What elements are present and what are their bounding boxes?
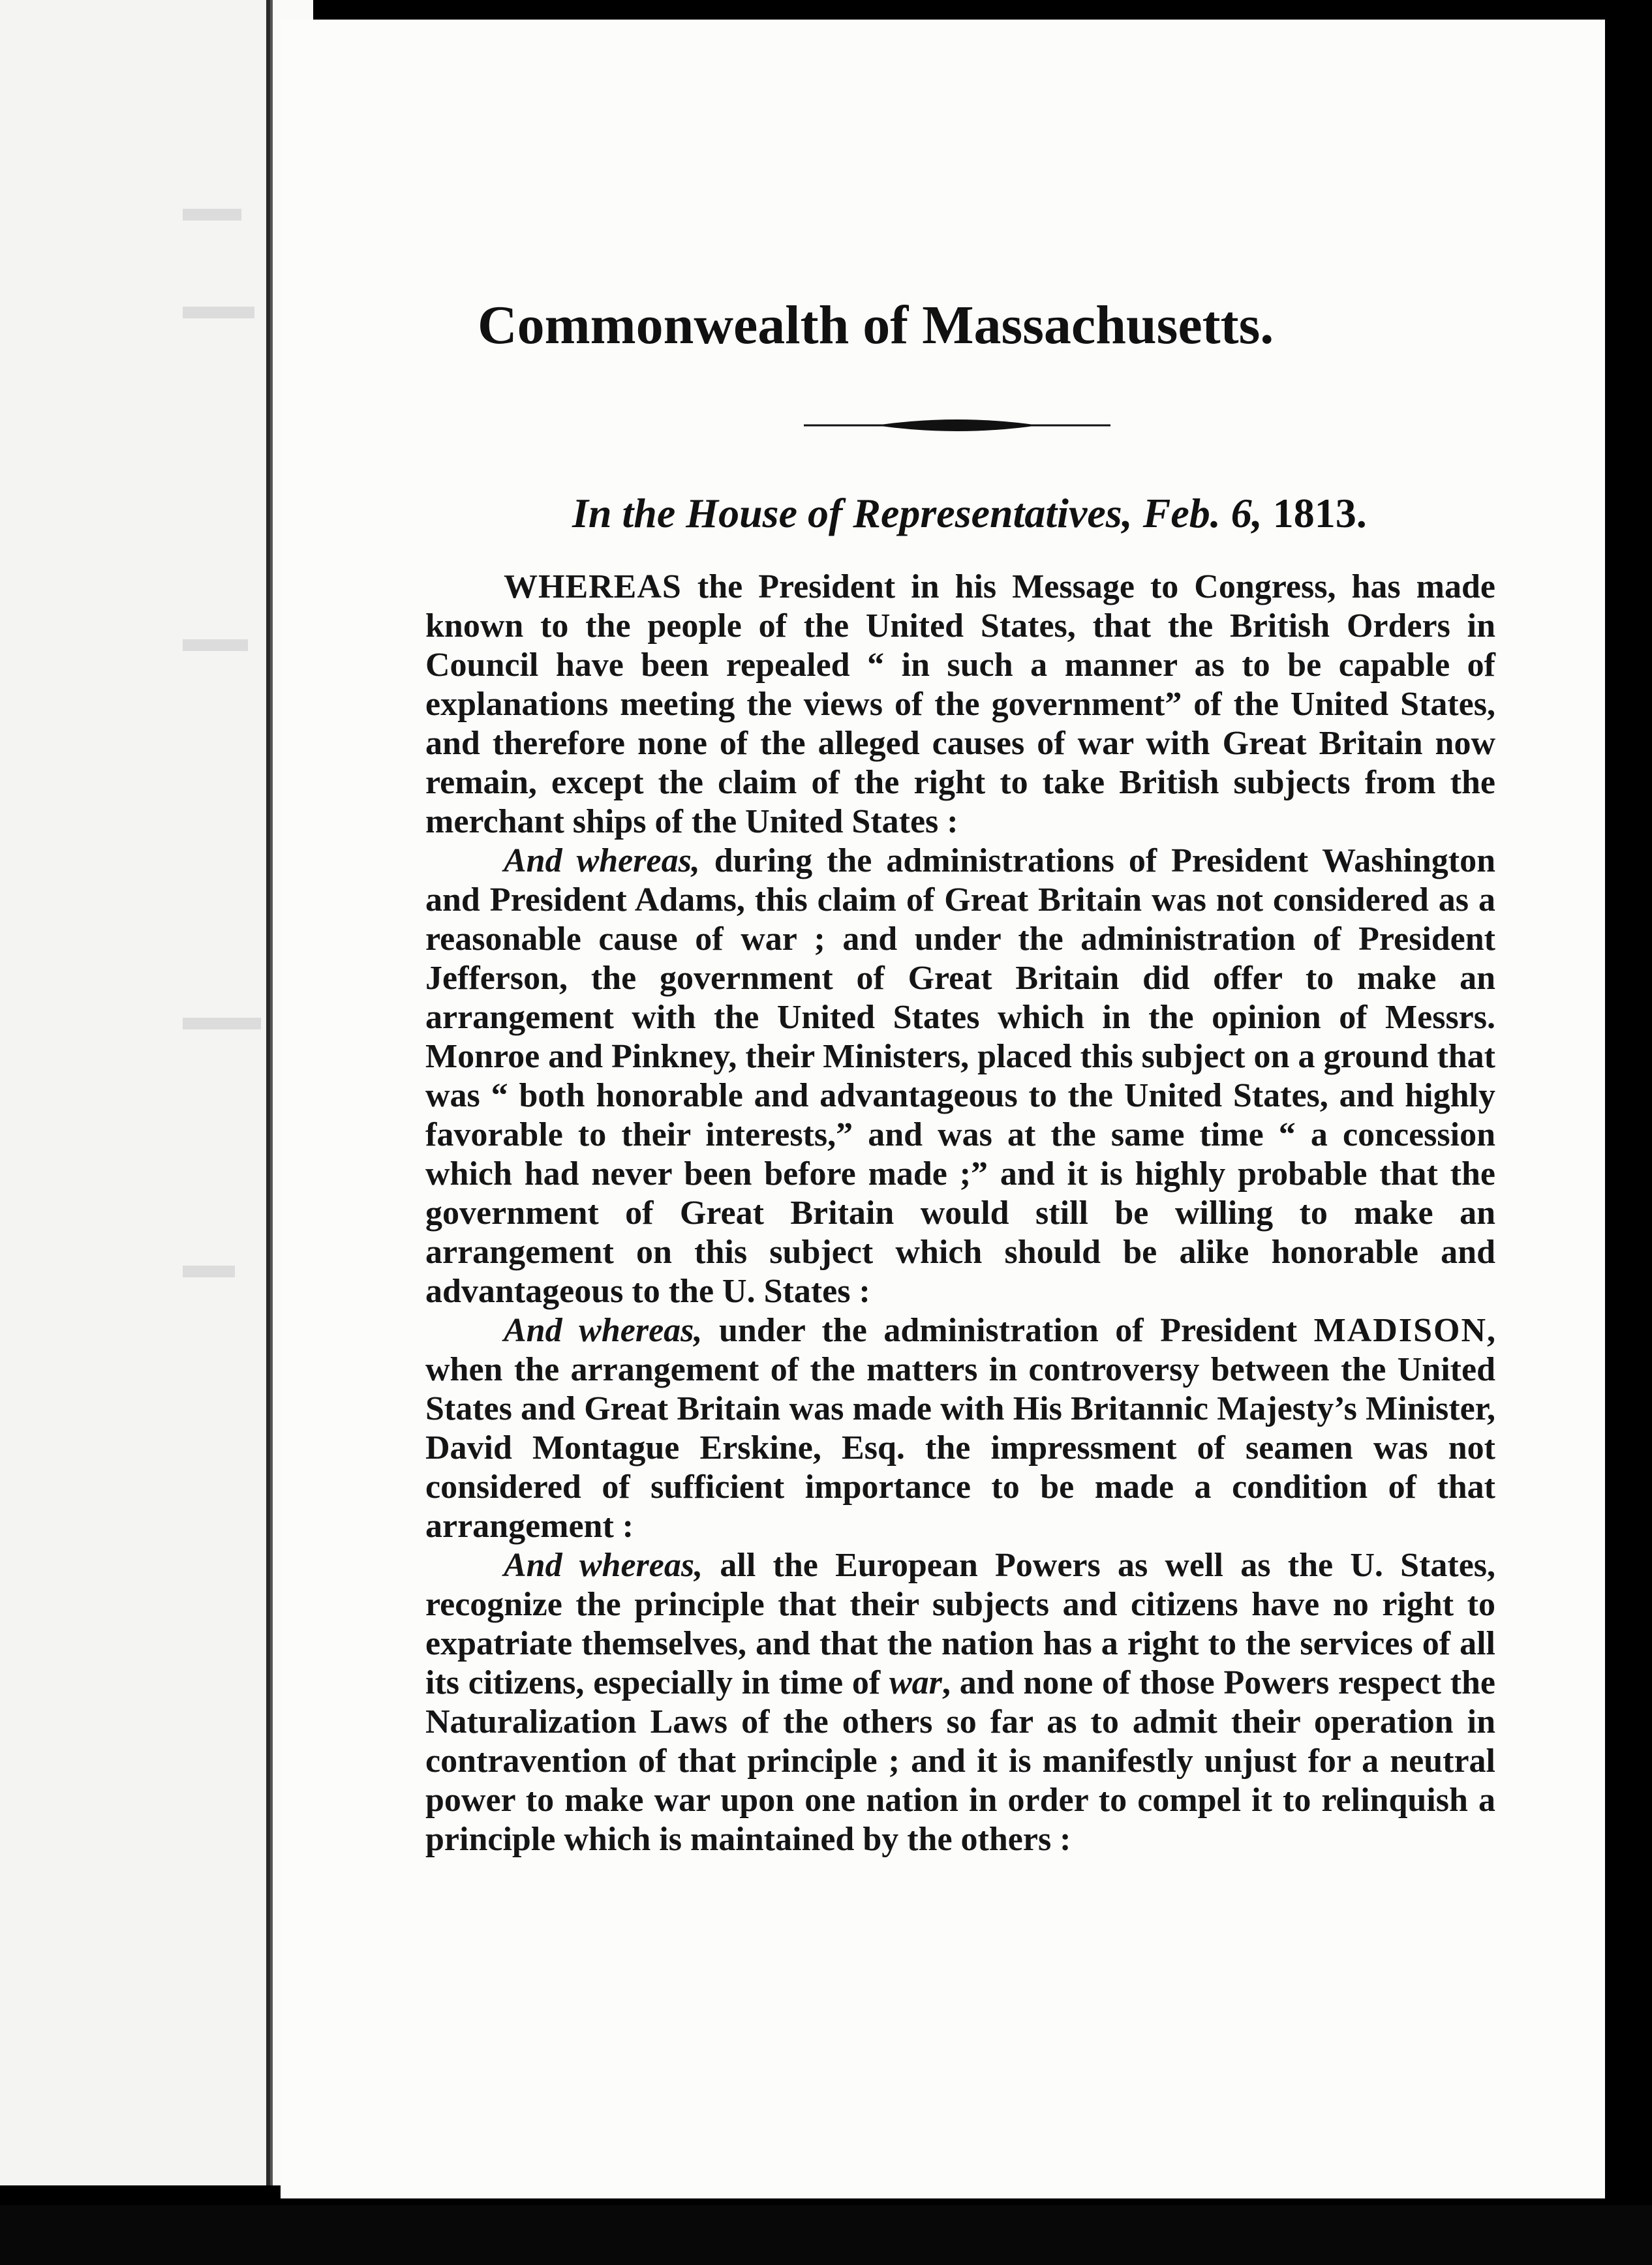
scan-border [0, 2205, 1652, 2265]
paragraph-lead: And whereas, [504, 842, 700, 879]
document-title: Commonwealth of Massachusetts. [478, 295, 1274, 356]
dateline-year: 1813. [1272, 490, 1367, 536]
paragraph-2 [425, 842, 1495, 1311]
bleed-through-mark [183, 209, 241, 220]
paragraph-text: under the administration of President [702, 1312, 1314, 1349]
paragraph-lead: WHEREAS [504, 568, 682, 605]
paragraph-text: the President in his Message to Congress, has made known to the people of the United States, that the British Orders in Council have been repealed “ in such a manner as to be capable of explanations meeting the views of the government” of the United States, and therefore none of the alleged causes of war with Great Britain now remain, except the claim of the right to take British subjects from the merchant ships of the United States : [425, 568, 1495, 840]
bleed-through-mark [183, 307, 254, 318]
left-facing-page [0, 0, 270, 2185]
dateline-text: In the House of Representatives, Feb. 6, [572, 490, 1262, 536]
document-page [281, 20, 1605, 2198]
paragraph-lead: And whereas, [504, 1312, 703, 1349]
paragraph-text: during the administrations of President Washington and President Adams, this claim of Great Britain was not considered as a reasonable cause of war ; and under the administration of President Jefferson, the government of Great Britain did offer to make an arrangement with the United States which in the opinion of Messrs. Monroe and Pinkney, their Ministers, placed this subject on a ground that was “ both honorable and advantageous to the United States, and highly favorable to their interests,” and was at the same time “ a concession which had never been before made ;” and it is highly probable that the government of Great Britain would still be willing to make an arrangement on this subject which should be alike honorable and advantageous to the U. States : [425, 842, 1495, 1310]
president-name: MADISON [1313, 1312, 1487, 1349]
paragraph-text: , and none of those Powers respect the Naturalization Laws of the others so far as to admit their operation in contravention of that principle ; and it is manifestly unjust for a neutral power to make war upon one nation in order to compel it to relinquish a principle which is maintained by the others : [425, 1664, 1495, 1858]
bleed-through-mark [183, 639, 248, 651]
paragraph-lead: And whereas, [504, 1547, 703, 1584]
paragraph-text: all the European Powers as well as the U. States, recognize the principle that their subjects and citizens have no right to expatriate themselves, and that the nation has a right to the services of all its citizens, especially in time of [425, 1547, 1496, 1701]
paragraph-text: , when the arrangement of the matters in controversy between the United States and Great Britain was made with His Britannic Majesty’s Minister, David Montague Erskine, Esq. the impressment of seamen was not considered of sufficient importance to be made a condition of that arrangement : [425, 1312, 1495, 1545]
resolution-body [425, 568, 1495, 1859]
paragraph-3 [425, 1311, 1495, 1546]
bleed-through-mark [183, 1266, 235, 1277]
italic-word: war [889, 1664, 942, 1701]
dateline [572, 489, 1499, 538]
bleed-through-mark [183, 1018, 261, 1029]
paragraph-1 [425, 568, 1495, 842]
ornamental-rule [804, 411, 1110, 440]
paragraph-4 [425, 1546, 1495, 1859]
